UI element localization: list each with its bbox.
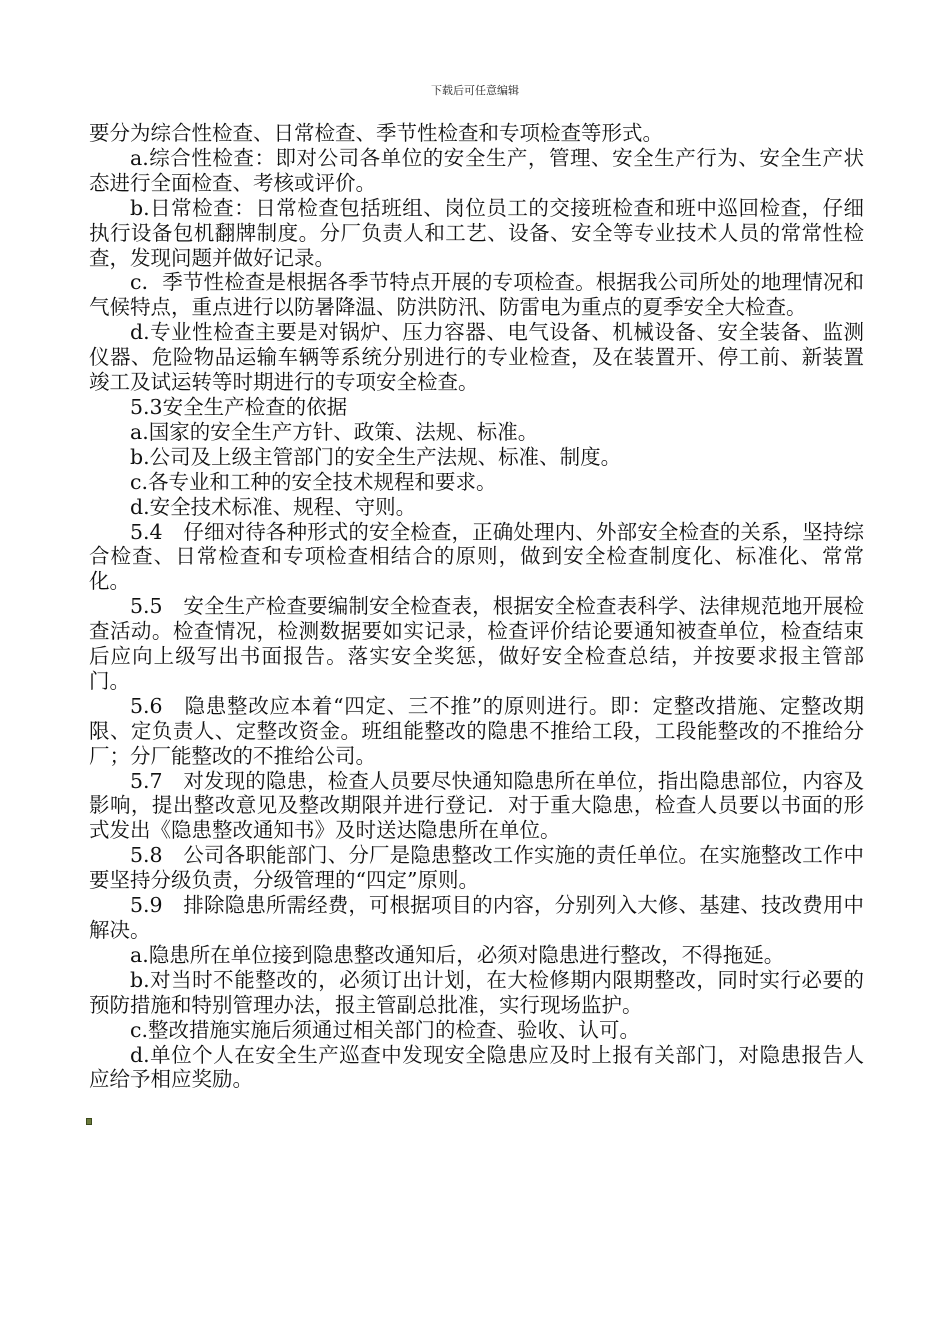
paragraph: 5.4 仔细对待各种形式的安全检查，正确处理内、外部安全检查的关系，坚持综合检查、日常检查和专项检查相结合的原则，做到安全检查制度化、标准化、常常化。 [89,519,864,594]
paragraph: b.日常检查：日常检查包括班组、岗位员工的交接班检查和班中巡回检查，仔细执行设备包机翻牌制度。分厂负责人和工艺、设备、安全等专业技术人员的常常性检查，发现问题并做好记录。 [89,195,864,270]
paragraph: 5.6 隐患整改应本着“四定、三不推”的原则进行。即：定整改措施、定整改期限、定负责人、定整改资金。班组能整改的隐患不推给工段，工段能整改的不推给分厂；分厂能整改的不推给公司。 [89,693,864,768]
paragraph: c.各专业和工种的安全技术规程和要求。 [130,469,497,494]
paragraph: 5.3安全生产检查的依据 [130,394,348,419]
paragraph: b.对当时不能整改的，必须订出计划，在大检修期内限期整改，同时实行必要的预防措施和特别管理办法，报主管副总批准，实行现场监护。 [89,967,864,1017]
paragraph: d.安全技术标准、规程、守则。 [130,494,417,519]
paragraph: a.国家的安全生产方针、政策、法规、标准。 [130,419,539,444]
document-body [89,121,864,1092]
paragraph: 5.7 对发现的隐患，检查人员要尽快通知隐患所在单位，指出隐患部位，内容及影响，提出整改意见及整改期限并进行登记．对于重大隐患，检查人员要以书面的形式发出《隐患整改通知书》及时送达隐患所在单位。 [89,768,864,843]
paragraph: 要分为综合性检查、日常检查、季节性检查和专项检查等形式。 [89,121,663,145]
paragraph: 5.5 安全生产检查要编制安全检查表，根据安全检查表科学、法律规范地开展检查活动。检查情况，检测数据要如实记录，检查评价结论要通知被查单位，检查结束后应向上级写出书面报告。落实安全奖惩，做好安全检查总结，并按要求报主管部门。 [89,594,864,693]
paragraph: c.整改措施实施后须通过相关部门的检查、验收、认可。 [130,1017,640,1042]
end-marker-icon [86,1118,92,1125]
paragraph: b.公司及上级主管部门的安全生产法规、标准、制度。 [130,444,622,469]
paragraph: c．季节性检查是根据各季节特点开展的专项检查。根据我公司所处的地理情况和气候特点，重点进行以防暑降温、防洪防汛、防雷电为重点的夏季安全大检查。 [89,270,864,320]
paragraph: a.隐患所在单位接到隐患整改通知后，必须对隐患进行整改，不得拖延。 [130,942,785,967]
paragraph: d.单位个人在安全生产巡查中发现安全隐患应及时上报有关部门，对隐患报告人应给予相应奖励。 [89,1042,864,1092]
paragraph: a.综合性检查：即对公司各单位的安全生产，管理、安全生产行为、安全生产状态进行全面检查、考核或评价。 [89,145,864,195]
paragraph: 5.8 公司各职能部门、分厂是隐患整改工作实施的责任单位。在实施整改工作中要坚持分级负责，分级管理的“四定”原则。 [89,843,864,893]
paragraph: 5.9 排除隐患所需经费，可根据项目的内容，分别列入大修、基建、技改费用中解决。 [89,893,864,942]
paragraph: d.专业性检查主要是对锅炉、压力容器、电气设备、机械设备、安全装备、监测仪器、危险物品运输车辆等系统分别进行的专业检查，及在装置开、停工前、新装置竣工及试运转等时期进行的专项安全检查。 [89,320,864,395]
page-header: 下载后可任意编辑 [431,84,519,97]
